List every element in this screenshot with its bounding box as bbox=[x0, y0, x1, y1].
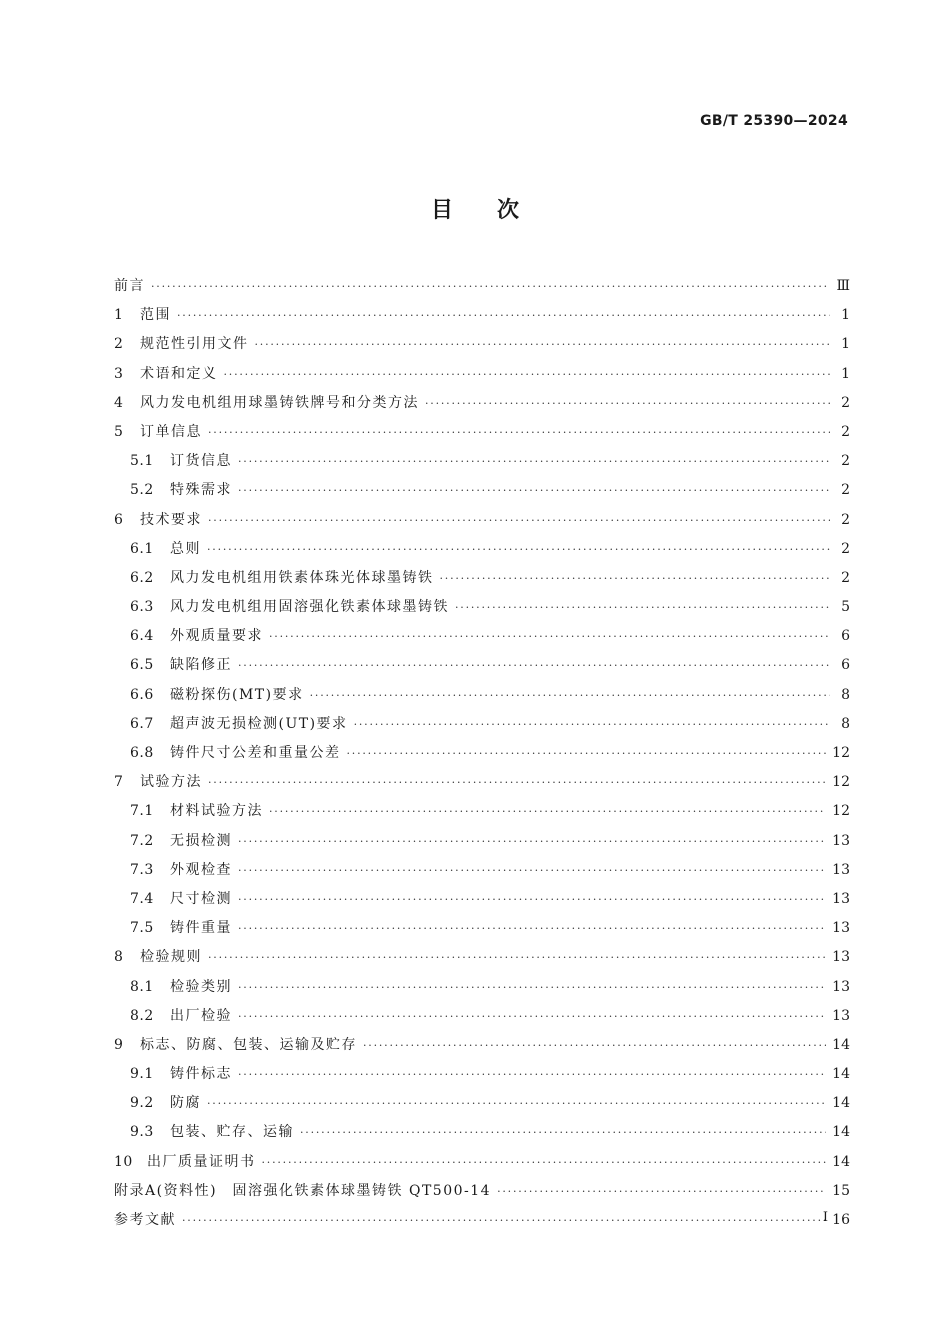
leader-dots bbox=[269, 797, 826, 826]
toc-label: 试验方法 bbox=[140, 774, 202, 791]
toc-entry-7[interactable] bbox=[114, 768, 850, 797]
leader-dots bbox=[238, 914, 826, 943]
toc-number: 7.1 bbox=[130, 803, 154, 820]
toc-entry-6-4[interactable] bbox=[114, 622, 850, 651]
leader-dots bbox=[238, 1060, 826, 1089]
toc-heading: 目 次 bbox=[430, 198, 519, 223]
toc-page: 1 bbox=[841, 365, 850, 382]
toc-number: 5.1 bbox=[130, 453, 154, 470]
toc-label: 铸件标志 bbox=[170, 1066, 232, 1083]
toc-entry-7-4[interactable] bbox=[114, 885, 850, 914]
toc-page: 15 bbox=[832, 1182, 850, 1199]
toc-label: 外观质量要求 bbox=[170, 628, 263, 645]
toc-number: 10 bbox=[114, 1153, 133, 1170]
toc-entry-5-1[interactable] bbox=[114, 447, 850, 476]
toc-label: 磁粉探伤(MT)要求 bbox=[170, 686, 304, 703]
toc-page: 13 bbox=[832, 1007, 850, 1024]
toc-number: 6 bbox=[114, 511, 124, 528]
leader-dots bbox=[238, 651, 830, 680]
leader-dots bbox=[208, 768, 826, 797]
toc-label: 技术要求 bbox=[140, 511, 202, 528]
toc-page: 13 bbox=[832, 861, 850, 878]
toc-page: 2 bbox=[841, 453, 850, 470]
toc-entry-5[interactable] bbox=[114, 418, 850, 447]
toc-page: 13 bbox=[832, 832, 850, 849]
toc-page: 13 bbox=[832, 890, 850, 907]
toc-page: 6 bbox=[841, 657, 850, 674]
toc-entry-bibliography[interactable] bbox=[114, 1206, 850, 1235]
toc-number: 7.2 bbox=[130, 832, 154, 849]
page-folio: I bbox=[822, 1210, 828, 1225]
toc-entry-7-2[interactable] bbox=[114, 827, 850, 856]
toc-page: 13 bbox=[832, 949, 850, 966]
leader-dots bbox=[347, 739, 827, 768]
toc-number: 7.5 bbox=[130, 920, 154, 937]
toc-page: 14 bbox=[832, 1036, 850, 1053]
toc-number: 6.7 bbox=[130, 715, 154, 732]
leader-dots bbox=[354, 710, 830, 739]
toc-label: 总则 bbox=[170, 540, 201, 557]
toc-page: 8 bbox=[841, 715, 850, 732]
toc-label: 防腐 bbox=[170, 1095, 201, 1112]
toc-entry-10[interactable] bbox=[114, 1148, 850, 1177]
toc-entry-8-1[interactable] bbox=[114, 973, 850, 1002]
toc-number: 9 bbox=[114, 1036, 124, 1053]
toc-label: 出厂检验 bbox=[170, 1007, 232, 1024]
leader-dots bbox=[207, 1089, 826, 1118]
toc-entry-8[interactable] bbox=[114, 943, 850, 972]
toc-label: 规范性引用文件 bbox=[140, 336, 249, 353]
leader-dots bbox=[269, 622, 830, 651]
toc-page: Ⅲ bbox=[836, 278, 850, 294]
toc-entry-9-1[interactable] bbox=[114, 1060, 850, 1089]
leader-dots bbox=[177, 301, 830, 330]
toc-entry-6-1[interactable] bbox=[114, 535, 850, 564]
toc-page: 12 bbox=[832, 803, 850, 820]
toc-entry-9-2[interactable] bbox=[114, 1089, 850, 1118]
leader-dots bbox=[208, 943, 826, 972]
toc-number: 6.1 bbox=[130, 540, 154, 557]
toc-page: 6 bbox=[841, 628, 850, 645]
toc-number: 7.4 bbox=[130, 890, 154, 907]
leader-dots bbox=[238, 476, 830, 505]
toc-label: 附录A(资料性) 固溶强化铁素体球墨铸铁 QT500-14 bbox=[114, 1182, 492, 1199]
leader-dots bbox=[262, 1148, 827, 1177]
toc-page: 1 bbox=[841, 307, 850, 324]
toc-page: 8 bbox=[841, 686, 850, 703]
toc-page: 14 bbox=[832, 1124, 850, 1141]
toc-number: 8.2 bbox=[130, 1007, 154, 1024]
toc-number: 8 bbox=[114, 949, 124, 966]
leader-dots bbox=[238, 885, 826, 914]
toc-label: 订单信息 bbox=[140, 423, 202, 440]
toc-entry-7-3[interactable] bbox=[114, 856, 850, 885]
toc-number: 5 bbox=[114, 423, 124, 440]
toc-entry-6-2[interactable] bbox=[114, 564, 850, 593]
toc-label: 风力发电机组用固溶强化铁素体球墨铸铁 bbox=[170, 599, 449, 616]
toc-label: 风力发电机组用铁素体珠光体球墨铸铁 bbox=[170, 569, 434, 586]
leader-dots bbox=[300, 1118, 826, 1147]
leader-dots bbox=[238, 973, 826, 1002]
toc-number: 9.2 bbox=[130, 1095, 154, 1112]
leader-dots bbox=[238, 1002, 826, 1031]
toc-page: 2 bbox=[841, 482, 850, 499]
toc-page: 16 bbox=[832, 1212, 850, 1228]
toc-label: 标志、防腐、包装、运输及贮存 bbox=[140, 1036, 357, 1053]
toc-entry-annex-a[interactable] bbox=[114, 1177, 850, 1206]
toc-number: 5.2 bbox=[130, 482, 154, 499]
toc-label: 铸件尺寸公差和重量公差 bbox=[170, 745, 341, 761]
toc-number: 6.5 bbox=[130, 657, 154, 674]
toc-label: 参考文献 bbox=[114, 1212, 176, 1228]
standard-code: GB/T 25390—2024 bbox=[700, 113, 848, 129]
leader-dots bbox=[208, 418, 830, 447]
toc-entry-foreword[interactable] bbox=[114, 272, 850, 301]
toc-page: 14 bbox=[832, 1095, 850, 1112]
leader-dots bbox=[207, 535, 830, 564]
leader-dots bbox=[455, 593, 830, 622]
leader-dots bbox=[310, 681, 830, 710]
toc-label: 术语和定义 bbox=[140, 365, 218, 382]
toc-entry-6[interactable] bbox=[114, 506, 850, 535]
toc-number: 6.6 bbox=[130, 686, 154, 703]
toc-page: 2 bbox=[841, 423, 850, 440]
toc-page: 5 bbox=[841, 599, 850, 616]
toc-label: 风力发电机组用球墨铸铁牌号和分类方法 bbox=[140, 394, 419, 411]
toc-page: 14 bbox=[832, 1153, 850, 1170]
toc-number: 6.2 bbox=[130, 569, 154, 586]
toc-number: 1 bbox=[114, 307, 124, 324]
toc-number: 6.8 bbox=[130, 745, 154, 761]
toc-entry-8-2[interactable] bbox=[114, 1002, 850, 1031]
toc-label: 范围 bbox=[140, 307, 171, 324]
leader-dots bbox=[363, 1031, 826, 1060]
toc-page: 12 bbox=[832, 745, 850, 761]
toc-page: 2 bbox=[841, 569, 850, 586]
leader-dots bbox=[151, 272, 830, 301]
toc-label: 铸件重量 bbox=[170, 920, 232, 937]
toc-entry-9-3[interactable] bbox=[114, 1118, 850, 1147]
toc-label: 检验类别 bbox=[170, 978, 232, 995]
leader-dots bbox=[238, 856, 826, 885]
toc-number: 8.1 bbox=[130, 978, 154, 995]
toc-label: 出厂质量证明书 bbox=[147, 1153, 256, 1170]
toc-label: 前言 bbox=[114, 278, 145, 294]
toc-entry-5-2[interactable] bbox=[114, 476, 850, 505]
toc-number: 9.3 bbox=[130, 1124, 154, 1141]
toc-entry-2[interactable] bbox=[114, 330, 850, 359]
toc-number: 2 bbox=[114, 336, 124, 353]
toc-number: 7.3 bbox=[130, 861, 154, 878]
leader-dots bbox=[238, 827, 826, 856]
toc-label: 外观检查 bbox=[170, 861, 232, 878]
toc-entry-7-1[interactable] bbox=[114, 797, 850, 826]
toc-label: 材料试验方法 bbox=[170, 803, 263, 820]
toc-label: 特殊需求 bbox=[170, 482, 232, 499]
toc-entry-6-5[interactable] bbox=[114, 651, 850, 680]
toc-page: 12 bbox=[832, 774, 850, 791]
toc-entry-1[interactable] bbox=[114, 301, 850, 330]
toc-entry-6-7[interactable] bbox=[114, 710, 850, 739]
toc-entry-7-5[interactable] bbox=[114, 914, 850, 943]
toc-label: 无损检测 bbox=[170, 832, 232, 849]
leader-dots bbox=[255, 330, 831, 359]
toc-label: 订货信息 bbox=[170, 453, 232, 470]
toc-entry-6-3[interactable] bbox=[114, 593, 850, 622]
toc-page: 2 bbox=[841, 540, 850, 557]
toc-number: 7 bbox=[114, 774, 124, 791]
toc-number: 3 bbox=[114, 365, 124, 382]
toc-page: 14 bbox=[832, 1066, 850, 1083]
toc-label: 尺寸检测 bbox=[170, 890, 232, 907]
toc-entry-6-8[interactable] bbox=[114, 739, 850, 768]
toc-page: 1 bbox=[841, 336, 850, 353]
leader-dots bbox=[425, 389, 830, 418]
toc-page: 13 bbox=[832, 978, 850, 995]
toc-list bbox=[114, 272, 850, 1235]
toc-number: 6.4 bbox=[130, 628, 154, 645]
toc-entry-4[interactable] bbox=[114, 389, 850, 418]
toc-entry-9[interactable] bbox=[114, 1031, 850, 1060]
toc-entry-6-6[interactable] bbox=[114, 681, 850, 710]
leader-dots bbox=[208, 506, 830, 535]
toc-page: 13 bbox=[832, 920, 850, 937]
leader-dots bbox=[182, 1206, 826, 1235]
toc-page: 2 bbox=[841, 394, 850, 411]
toc-number: 6.3 bbox=[130, 599, 154, 616]
toc-label: 检验规则 bbox=[140, 949, 202, 966]
toc-label: 超声波无损检测(UT)要求 bbox=[170, 715, 348, 732]
toc-label: 包装、贮存、运输 bbox=[170, 1124, 294, 1141]
leader-dots bbox=[224, 360, 831, 389]
leader-dots bbox=[497, 1177, 826, 1206]
leader-dots bbox=[238, 447, 830, 476]
toc-number: 9.1 bbox=[130, 1066, 154, 1083]
toc-page: 2 bbox=[841, 511, 850, 528]
toc-number: 4 bbox=[114, 394, 124, 411]
leader-dots bbox=[440, 564, 831, 593]
toc-entry-3[interactable] bbox=[114, 360, 850, 389]
toc-label: 缺陷修正 bbox=[170, 657, 232, 674]
